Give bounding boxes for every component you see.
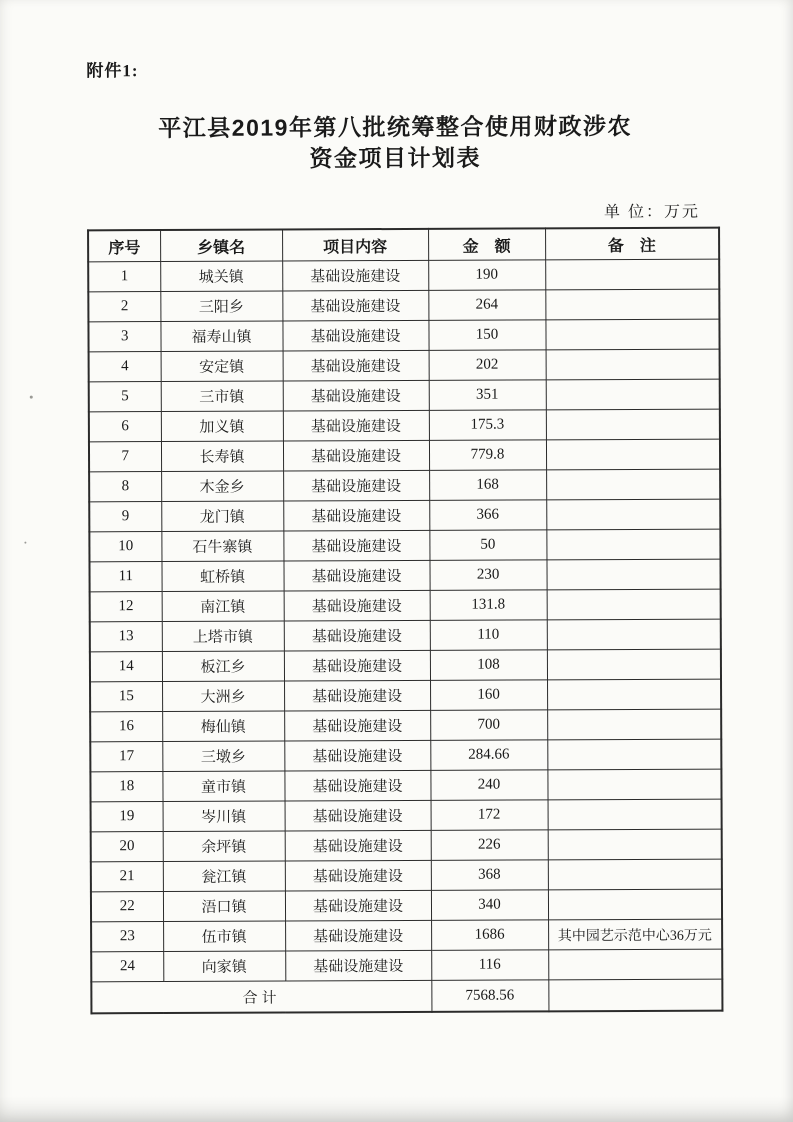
row-no-cell: 18 <box>90 772 162 802</box>
row-no-cell: 23 <box>91 922 163 952</box>
project-cell: 基础设施建设 <box>282 290 428 321</box>
row-no-cell: 22 <box>91 892 163 922</box>
row-no-cell: 20 <box>91 832 163 862</box>
row-no-cell: 2 <box>88 292 160 322</box>
remark-cell <box>547 649 721 680</box>
town-cell: 岑川镇 <box>163 801 285 832</box>
row-no-cell: 13 <box>90 622 162 652</box>
row-no-cell: 24 <box>91 952 163 982</box>
attachment-label: 附件1: <box>86 61 139 81</box>
table-row <box>90 709 721 742</box>
project-cell: 基础设施建设 <box>283 350 429 381</box>
row-no-cell: 19 <box>91 802 163 832</box>
header-project: 项目内容 <box>282 229 428 261</box>
row-no-cell: 1 <box>88 262 160 292</box>
amount-cell: 50 <box>429 530 546 561</box>
row-no-cell: 9 <box>89 502 161 532</box>
town-cell: 大洲乡 <box>162 681 284 712</box>
amount-cell: 150 <box>428 320 545 351</box>
table-footer <box>91 979 722 1013</box>
total-row <box>91 979 722 1013</box>
table-row <box>89 469 720 502</box>
remark-cell <box>546 349 720 380</box>
town-cell: 三市镇 <box>161 381 283 412</box>
row-no-cell: 12 <box>90 592 162 622</box>
table-row <box>90 649 721 682</box>
remark-cell <box>546 469 720 500</box>
remark-cell <box>547 589 721 620</box>
town-cell: 福寿山镇 <box>160 321 282 352</box>
project-cell: 基础设施建设 <box>283 470 429 501</box>
amount-cell: 168 <box>429 470 546 501</box>
amount-cell: 700 <box>430 710 547 741</box>
town-cell: 三墩乡 <box>162 741 284 772</box>
amount-cell: 108 <box>430 650 547 681</box>
town-cell: 石牛寨镇 <box>161 531 283 562</box>
table-header <box>88 228 719 262</box>
table-row <box>89 499 720 532</box>
project-cell: 基础设施建设 <box>282 320 428 351</box>
project-cell: 基础设施建设 <box>283 560 429 591</box>
table-row <box>91 829 722 862</box>
row-no-cell: 15 <box>90 682 162 712</box>
project-cell: 基础设施建设 <box>284 710 430 741</box>
town-cell: 长寿镇 <box>161 441 283 472</box>
town-cell: 板江乡 <box>162 651 284 682</box>
amount-cell: 172 <box>431 800 548 831</box>
town-cell: 上塔市镇 <box>162 621 284 652</box>
town-cell: 浯口镇 <box>163 891 285 922</box>
project-cell: 基础设施建设 <box>285 950 431 981</box>
amount-cell: 175.3 <box>429 410 546 441</box>
project-cell: 基础设施建设 <box>284 620 430 651</box>
amount-cell: 190 <box>428 260 545 291</box>
amount-cell: 226 <box>431 830 548 861</box>
remark-cell <box>547 619 721 650</box>
project-cell: 基础设施建设 <box>285 860 431 891</box>
header-town: 乡镇名 <box>160 229 282 261</box>
remark-cell <box>546 559 720 590</box>
total-remark-cell <box>548 979 722 1011</box>
remark-cell <box>548 859 722 890</box>
total-label-cell: 合计 <box>91 980 431 1013</box>
table-row <box>91 799 722 832</box>
table-row <box>89 349 720 382</box>
amount-cell: 230 <box>429 560 546 591</box>
amount-cell: 264 <box>428 290 545 321</box>
scan-speck <box>24 542 26 544</box>
unit-label: 单 位：万元 <box>603 203 701 222</box>
town-cell: 童市镇 <box>162 771 284 802</box>
row-no-cell: 14 <box>90 652 162 682</box>
town-cell: 加义镇 <box>161 411 283 442</box>
amount-cell: 340 <box>431 890 548 921</box>
scan-speck <box>30 396 33 399</box>
project-cell: 基础设施建设 <box>285 830 431 861</box>
table-row <box>89 409 720 442</box>
remark-cell <box>546 499 720 530</box>
town-cell: 城关镇 <box>160 261 282 292</box>
amount-cell: 1686 <box>431 920 548 951</box>
remark-cell <box>548 949 722 980</box>
project-cell: 基础设施建设 <box>285 890 431 921</box>
amount-cell: 110 <box>430 620 547 651</box>
project-cell: 基础设施建设 <box>282 260 428 291</box>
amount-cell: 240 <box>430 770 547 801</box>
row-no-cell: 6 <box>89 412 161 442</box>
amount-cell: 160 <box>430 680 547 711</box>
town-cell: 虹桥镇 <box>161 561 283 592</box>
table-row <box>90 739 721 772</box>
row-no-cell: 5 <box>89 382 161 412</box>
row-no-cell: 17 <box>90 742 162 772</box>
amount-cell: 202 <box>429 350 546 381</box>
table-row <box>88 319 719 352</box>
fund-plan-table <box>87 227 723 1015</box>
remark-cell <box>548 799 722 830</box>
row-no-cell: 3 <box>88 322 160 352</box>
project-cell: 基础设施建设 <box>283 380 429 411</box>
remark-cell <box>548 889 722 920</box>
table-row <box>91 949 722 982</box>
amount-cell: 131.8 <box>430 590 547 621</box>
document-title <box>0 110 792 175</box>
row-no-cell: 10 <box>89 532 161 562</box>
row-no-cell: 11 <box>89 562 161 592</box>
project-cell: 基础设施建设 <box>283 500 429 531</box>
town-cell: 余坪镇 <box>163 831 285 862</box>
row-no-cell: 16 <box>90 712 162 742</box>
town-cell: 三阳乡 <box>160 291 282 322</box>
remark-cell <box>545 259 719 290</box>
amount-cell: 116 <box>431 950 548 981</box>
project-cell: 基础设施建设 <box>283 410 429 441</box>
remark-cell: 其中园艺示范中心36万元 <box>548 919 722 950</box>
table-row <box>91 919 722 952</box>
row-no-cell: 4 <box>89 352 161 382</box>
town-cell: 向家镇 <box>163 951 285 982</box>
remark-cell <box>547 679 721 710</box>
remark-cell <box>548 829 722 860</box>
table-row <box>88 289 719 322</box>
project-cell: 基础设施建设 <box>283 530 429 561</box>
table-row <box>90 769 721 802</box>
town-cell: 木金乡 <box>161 471 283 502</box>
project-cell: 基础设施建设 <box>283 440 429 471</box>
town-cell: 龙门镇 <box>161 501 283 532</box>
table-row <box>89 439 720 472</box>
town-cell: 安定镇 <box>161 351 283 382</box>
table-row <box>90 589 721 622</box>
project-cell: 基础设施建设 <box>285 920 431 951</box>
amount-cell: 368 <box>431 860 548 891</box>
row-no-cell: 7 <box>89 442 161 472</box>
remark-cell <box>547 769 721 800</box>
project-cell: 基础设施建设 <box>285 800 431 831</box>
amount-cell: 779.8 <box>429 440 546 471</box>
header-remark: 备 注 <box>545 228 719 260</box>
town-cell: 梅仙镇 <box>162 711 284 742</box>
town-cell: 瓮江镇 <box>163 861 285 892</box>
header-no: 序号 <box>88 230 160 262</box>
remark-cell <box>547 739 721 770</box>
project-cell: 基础设施建设 <box>284 680 430 711</box>
document-title-line2: 资金项目计划表 <box>309 144 482 172</box>
amount-cell: 284.66 <box>430 740 547 771</box>
table-row <box>91 859 722 892</box>
remark-cell <box>546 439 720 470</box>
table-row <box>89 379 720 412</box>
table-row <box>89 529 720 562</box>
amount-cell: 351 <box>429 380 546 411</box>
row-no-cell: 8 <box>89 472 161 502</box>
remark-cell <box>546 529 720 560</box>
table-row <box>90 619 721 652</box>
remark-cell <box>547 709 721 740</box>
header-row <box>88 228 719 262</box>
header-amount: 金 额 <box>428 228 545 260</box>
table-row <box>89 559 720 592</box>
row-no-cell: 21 <box>91 862 163 892</box>
project-cell: 基础设施建设 <box>284 590 430 621</box>
table-body <box>88 259 722 982</box>
project-cell: 基础设施建设 <box>284 650 430 681</box>
remark-cell <box>546 409 720 440</box>
town-cell: 伍市镇 <box>163 921 285 952</box>
total-amount-cell: 7568.56 <box>431 980 548 1012</box>
town-cell: 南江镇 <box>162 591 284 622</box>
table-row <box>91 889 722 922</box>
remark-cell <box>545 289 719 320</box>
remark-cell <box>546 379 720 410</box>
amount-cell: 366 <box>429 500 546 531</box>
document-title-line1: 平江县2019年第八批统筹整合使用财政涉农 <box>158 112 632 142</box>
table-row <box>88 259 719 292</box>
table-row <box>90 679 721 712</box>
project-cell: 基础设施建设 <box>284 740 430 771</box>
remark-cell <box>545 319 719 350</box>
project-cell: 基础设施建设 <box>284 770 430 801</box>
